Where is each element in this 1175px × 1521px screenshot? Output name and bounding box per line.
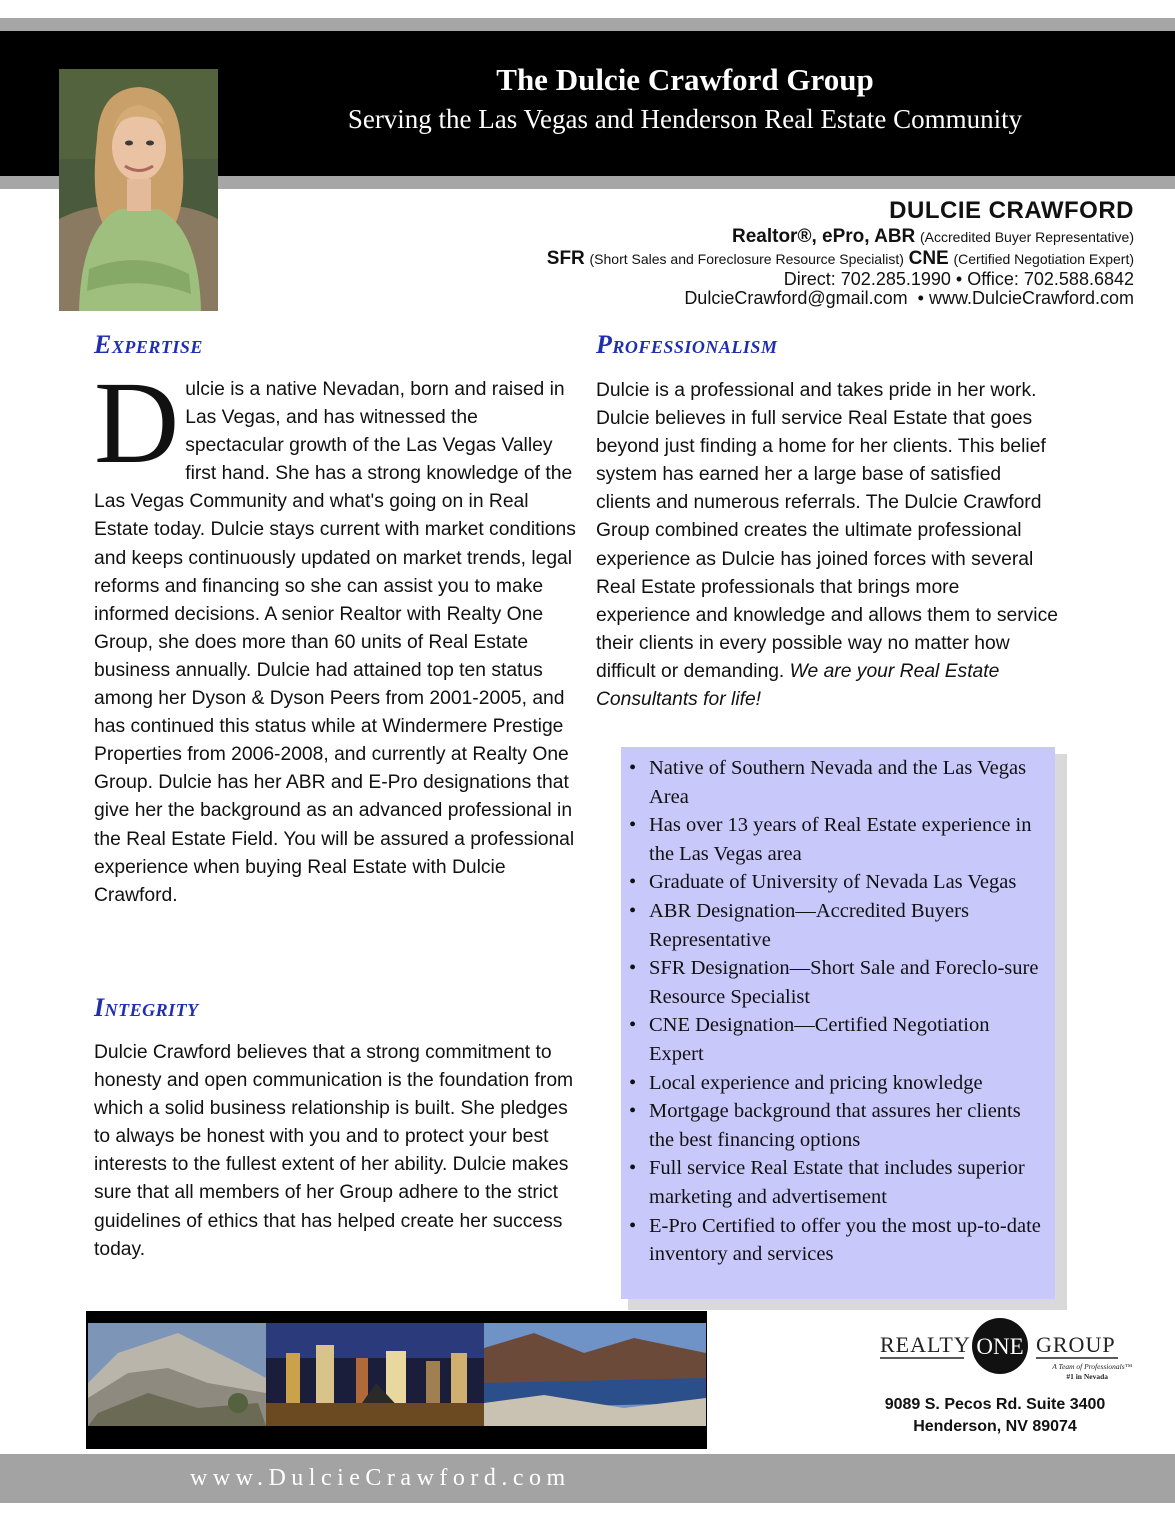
bullet-icon: •: [629, 1100, 637, 1123]
bullet-icon: •: [629, 814, 637, 837]
professionalism-text: [596, 377, 1058, 714]
integrity-heading: Integrity: [94, 993, 199, 1022]
list-item: • Local experience and pricing knowledge: [649, 1069, 1045, 1098]
logo-tagline: A Team of Professionals™: [1052, 1362, 1132, 1371]
logo-text-left: REALTY: [880, 1332, 971, 1357]
integrity-text: Dulcie Crawford believes that a strong commitment to honesty and open communication is the foundation from which a solid business relationship is built. She pledges to always be honest with you and to protect your best interests to the fullest extent of her ability. Dulcie makes sure that all members of her Group adhere to the strict guidelines of ethics that has helped create her success today.: [94, 1042, 574, 1260]
bullet-icon: •: [629, 1014, 637, 1037]
professionalism-heading: Professionalism: [596, 330, 778, 359]
address-line-1: 9089 S. Pecos Rd. Suite 3400: [884, 1396, 1106, 1413]
realty-one-group-logo: [880, 1318, 1132, 1384]
email-website[interactable]: DulcieCrawford@gmail.com • www.DulcieCrawford.com: [684, 288, 1134, 308]
las-vegas-photo: [266, 1323, 484, 1426]
logo-tagline-2: #1 in Nevada: [1066, 1372, 1108, 1381]
list-item: • E-Pro Certified to offer you the most up-to-date inventory and services: [649, 1212, 1045, 1269]
designations-note: (Accredited Buyer Representative): [920, 229, 1134, 245]
agent-name: DULCIE CRAWFORD: [889, 197, 1134, 224]
bullet-icon: •: [629, 1157, 637, 1180]
designations-line: [547, 226, 1134, 248]
list-item: • Graduate of University of Nevada Las Vegas: [649, 868, 1045, 897]
cne-note: (Certified Negotiation Expert): [953, 251, 1134, 267]
certifications-line: [547, 248, 1134, 270]
bullet-icon: •: [629, 899, 637, 922]
professionalism-paragraph: Dulcie is a professional and takes pride in her work. Dulcie believes in full service Real Estate that goes beyond just finding a home for her clients. This belief system has earned her a large base of satisfied clients and numerous referrals. The Dulcie Crawford Group combined creates the ultimate professional experience as Dulcie has joined forces with several Real Estate professionals that brings more experience and knowledge and allows them to service their clients in every possible way no matter how difficult or demanding.: [596, 380, 1058, 682]
professionalism-tagline: We are your Real Estate Consultants for life!: [596, 660, 1000, 711]
bullet-icon: •: [629, 957, 637, 980]
mountain-photo: [88, 1323, 266, 1426]
highlights-box: [621, 747, 1055, 1299]
agent-portrait: [59, 69, 218, 311]
office-address: [860, 1394, 1130, 1438]
list-item: • Full service Real Estate that includes superior marketing and advertisement: [649, 1154, 1045, 1211]
top-gray-strip: [0, 18, 1175, 31]
bullet-icon: •: [629, 757, 637, 779]
lake-mead-photo: [484, 1323, 706, 1426]
list-item: • Has over 13 years of Real Estate experience in the Las Vegas area: [649, 811, 1045, 868]
photo-strip: [86, 1311, 707, 1449]
list-item: • CNE Designation—Certified Negotiation Expert: [649, 1011, 1045, 1068]
group-subtitle: Serving the Las Vegas and Henderson Real Estate Community: [347, 104, 1023, 134]
footer-website-link[interactable]: www.DulcieCrawford.com: [190, 1465, 571, 1491]
bullet-icon: •: [629, 1071, 637, 1094]
sfr-label: SFR: [546, 248, 585, 269]
expertise-heading: Expertise: [94, 330, 203, 359]
cne-label: CNE: [908, 248, 949, 269]
list-item: • Mortgage background that assures her clients the best financing options: [649, 1097, 1045, 1154]
expertise-paragraph: ulcie is a native Nevadan, born and raised in Las Vegas, and has witnessed the spectacular growth of the Las Vegas Valley first hand. She has a strong knowledge of the Las Vegas Community and what's going on in Real Estate today. Dulcie stays current with market conditions and keeps continuously updated on market trends, legal reforms and financing so she can assist you to make informed decisions. A senior Realtor with Realty One Group, she does more than 60 units of Real Estate business annually. Dulcie had attained top ten status among her Dyson & Dyson Peers from 2001-2005, and has continued this status while at Windermere Prestige Properties from 2006-2008, and currently at Realty One Group. Dulcie has her ABR and E-Pro designations that give her the background as an advanced professional in the Real Estate Field. You will be assured a professional experience when buying Real Estate with Dulcie Crawford.: [94, 379, 576, 906]
drop-cap: D: [94, 357, 180, 488]
bullet-icon: •: [629, 1214, 637, 1237]
list-item: • Native of Southern Nevada and the Las Vegas Area: [649, 754, 1045, 811]
list-item: • ABR Designation—Accredited Buyers Representative: [649, 897, 1045, 954]
list-item: • SFR Designation—Short Sale and Foreclo-sure Resource Specialist: [649, 954, 1045, 1011]
contact-block: [547, 196, 1134, 308]
logo-text-center: ONE: [976, 1334, 1024, 1359]
sfr-note: (Short Sales and Foreclosure Resource Specialist): [589, 251, 904, 267]
group-title: The Dulcie Crawford Group: [496, 62, 874, 97]
phone-numbers: Direct: 702.285.1990 • Office: 702.588.6842: [783, 269, 1134, 289]
designations-main: Realtor®, ePro, ABR: [731, 226, 916, 247]
address-line-2: Henderson, NV 89074: [913, 1418, 1077, 1435]
highlights-list: [621, 747, 1055, 1269]
logo-text-right: GROUP: [1036, 1332, 1116, 1357]
bullet-icon: •: [629, 871, 637, 894]
expertise-text: [94, 357, 578, 910]
footer-band: [0, 1454, 1175, 1503]
